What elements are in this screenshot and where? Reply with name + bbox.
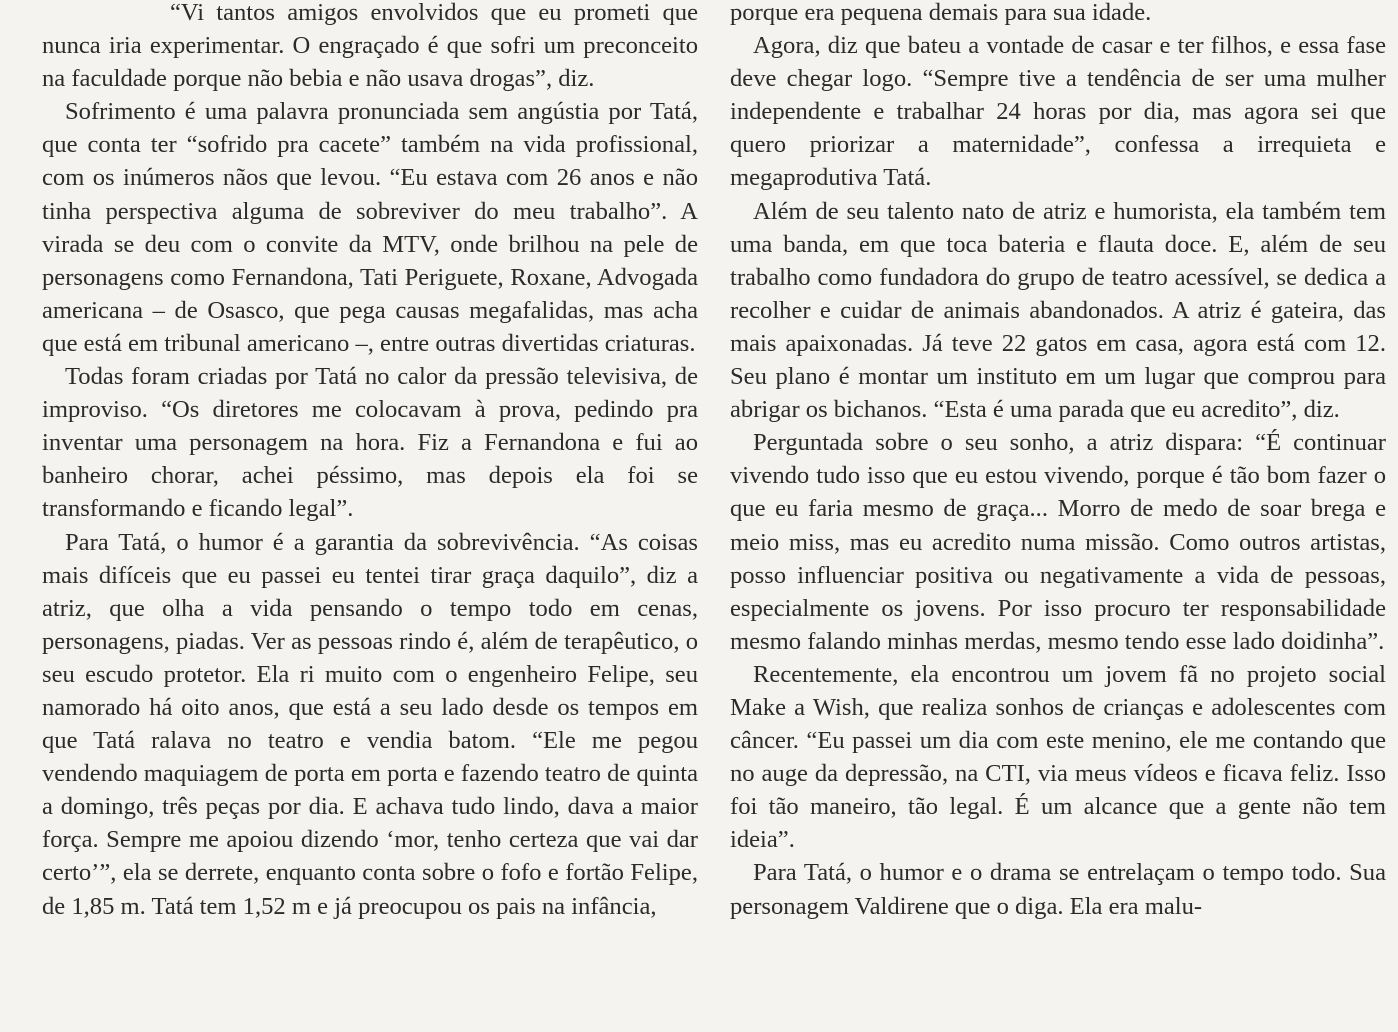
paragraph-1: “Vi tantos amigos envolvidos que eu prometi que nunca iria experimentar. O engraçado é que sofri um preconceito na faculdade porque não bebia e não usava drogas”, diz.	[42, 0, 698, 93]
paragraph-8: Perguntada sobre o seu sonho, a atriz dispara: “É continuar vivendo tudo isso que eu estou vivendo, porque é tão bom fazer o que eu faria mesmo de graça... Morro de medo de soar brega e meio miss, mas eu acredito numa missão. Como outros artistas, posso influenciar positiva ou negativamente a vida de pessoas, especialmente os jovens. Por isso procuro ter responsabilidade mesmo falando minhas merdas, mesmo tendo esse lado doidinha”.	[730, 429, 1386, 655]
paragraph-5: porque era pequena demais para sua idade.	[730, 0, 1152, 26]
paragraph-4: Para Tatá, o humor é a garantia da sobrevivência. “As coisas mais difíceis que eu passei eu tentei tirar graça daquilo”, diz a atriz, que olha a vida pensando o tempo todo em cenas, personagens, piadas. Ver as pessoas rindo é, além de terapêutico, o seu escudo protetor. Ela ri muito com o engenheiro Felipe, seu namorado há oito anos, que está a seu lado desde os tempos em que Tatá ralava no teatro e vendia batom. “Ele me pegou vendendo maquiagem de porta em porta e fazendo teatro de quinta a domingo, três peças por dia. E achava tudo lindo, dava a maior força. Sempre me apoiou dizendo ‘mor, tenho certeza que vai dar certo’”, ela se derrete, enquanto conta sobre o fofo e fortão Felipe, de 1,85 m. Tatá tem 1,52 m e já preocupou os pais na infância,	[42, 528, 698, 920]
paragraph-2: Sofrimento é uma palavra pronunciada sem angústia por Tatá, que conta ter “sofrido pra cacete” também na vida profissional, com os inúmeros nãos que levou. “Eu estava com 26 anos e não tinha perspectiva alguma de sobreviver do meu trabalho”. A virada se deu com o convite da MTV, onde brilhou na pele de personagens como Fernandona, Tati Periguete, Roxane, Advogada americana – de Osasco, que pega causas megafalidas, mas acha que está em tribunal americano –, entre outras divertidas criaturas.	[42, 98, 698, 357]
paragraph-3: Todas foram criadas por Tatá no calor da pressão televisiva, de improviso. “Os diretores me colocavam à prova, pedindo pra inventar uma personagem na hora. Fiz a Fernandona e fui ao banheiro chorar, achei péssimo, mas depois ela foi se transformando e ficando legal”.	[42, 363, 698, 523]
right-column	[730, 0, 1386, 923]
paragraph-9: Recentemente, ela encontrou um jovem fã no projeto social Make a Wish, que realiza sonhos de crianças e adolescentes com câncer. “Eu passei um dia com este menino, ele me contando que no auge da depressão, na CTI, via meus vídeos e ficava feliz. Isso foi tão maneiro, tão legal. É um alcance que a gente não tem ideia”.	[730, 660, 1386, 854]
paragraph-6: Agora, diz que bateu a vontade de casar e ter filhos, e essa fase deve chegar logo. “Sempre tive a tendência de ser uma mulher independente e trabalhar 24 horas por dia, mas agora sei que quero priorizar a maternidade”, confessa a irrequieta e megaprodutiva Tatá.	[730, 32, 1386, 192]
left-column	[42, 0, 698, 923]
paragraph-7: Além de seu talento nato de atriz e humorista, ela também tem uma banda, em que toca bateria e flauta doce. E, além de seu trabalho como fundadora do grupo de teatro acessível, se dedica a recolher e cuidar de animais abandonados. A atriz é gateira, das mais apaixonadas. Já teve 22 gatos em casa, agora está com 12. Seu plano é montar um instituto em um lugar que comprou para abrigar os bichanos. “Esta é uma parada que eu acredito”, diz.	[730, 197, 1386, 424]
paragraph-10: Para Tatá, o humor e o drama se entrelaçam o tempo todo. Sua personagem Valdirene que o diga. Ela era malu-	[730, 859, 1386, 920]
